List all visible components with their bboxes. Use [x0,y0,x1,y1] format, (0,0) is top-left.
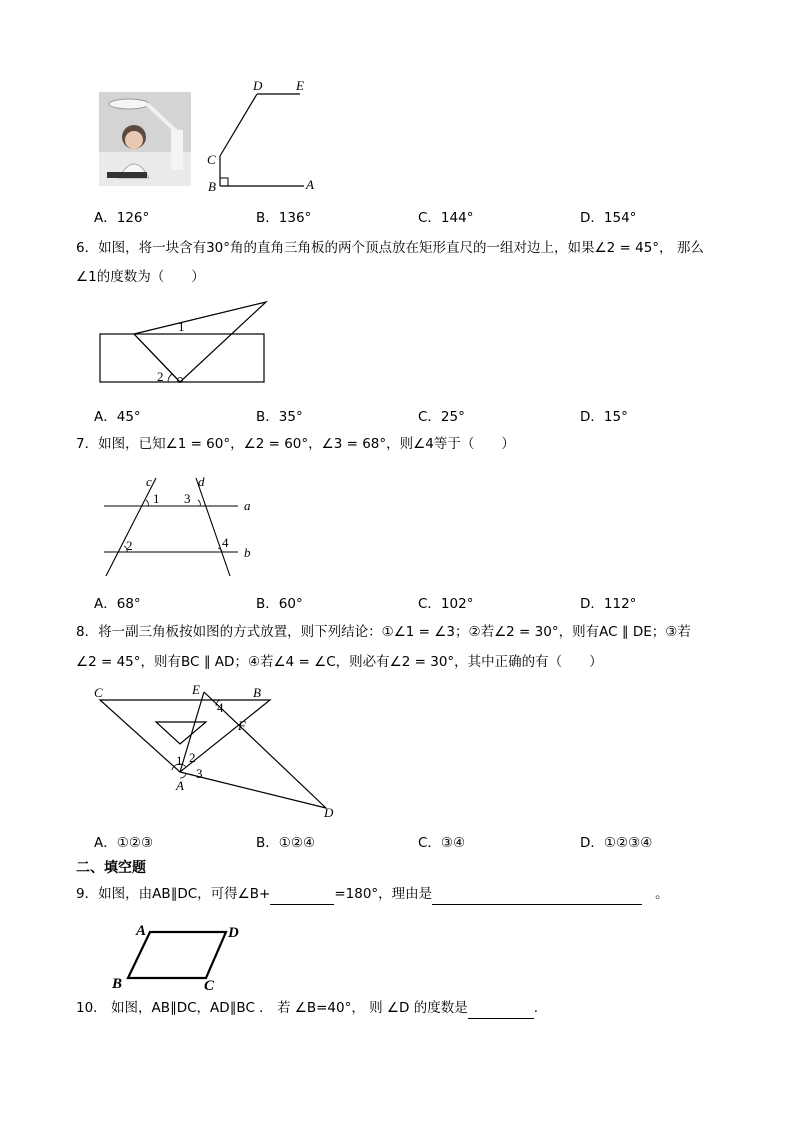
q9-text [76,883,669,905]
q7-option-b[interactable]: B．60° [256,596,303,612]
q8-text-line2: ∠2 = 45°，则有BC ∥ AD；④若∠4 = ∠C，则必有∠2 = 30°，其中正确的有（ ） [76,654,603,670]
q8-text-line1: 8．将一副三角板按如图的方式放置，则下列结论：①∠1 = ∠3；②若∠2 = 30°，则有AC ∥ DE；③若 [76,624,691,640]
label-C: C [94,685,103,700]
ruler-triangle-figure [96,298,276,388]
q8-option-c[interactable]: C．③④ [418,835,466,851]
q10-text [76,997,538,1019]
label-angle-4: 4 [222,535,229,550]
q6-option-c[interactable]: C．25° [418,409,465,425]
label-A: A [136,923,147,939]
q7-option-a[interactable]: A．68° [94,596,141,612]
label-a: a [244,498,251,513]
label-D: D [253,78,263,93]
label-D: D [228,925,239,941]
q6-option-d[interactable]: D．15° [580,409,628,425]
q6-text-line1: 6．如图，将一块含有30°角的直角三角板的两个顶点放在矩形直尺的一组对边上，如果∠2 = 45°， 那么 [76,240,704,256]
label-angle-2: 2 [157,369,164,384]
q7-option-c[interactable]: C．102° [418,596,474,612]
label-b: b [244,545,251,560]
q5-option-d[interactable]: D．154° [580,210,637,226]
q7-text: 7．如图，已知∠1 = 60°，∠2 = 60°，∠3 = 68°，则∠4等于（ ） [76,436,515,452]
q10-blank[interactable] [468,1004,534,1019]
q10-body: 10． 如图，AB∥DC，AD∥BC ． 若 ∠B=40°， 则 ∠D 的度数是 [76,1000,468,1016]
label-C: C [207,152,216,167]
q6-option-a[interactable]: A．45° [94,409,141,425]
q9-blank-2[interactable] [432,890,642,905]
q8-option-d[interactable]: D．①②③④ [580,835,653,851]
q8-option-b[interactable]: B．①②④ [256,835,316,851]
q6-option-b[interactable]: B．35° [256,409,303,425]
q5-option-b[interactable]: B．136° [256,210,312,226]
label-angle-1: 1 [176,753,183,768]
label-d: d [198,474,205,489]
q7-option-d[interactable]: D．112° [580,596,637,612]
label-angle-2: 2 [126,538,133,553]
label-A: A [176,778,184,793]
label-B: B [112,976,123,992]
label-E: E [296,78,304,93]
girl-with-lamp-photo [99,92,191,186]
q9-blank-1[interactable] [270,890,334,905]
label-C: C [204,978,215,992]
section-title-fill-in: 二、填空题 [76,860,146,876]
q9-prefix: 9．如图，由AB∥DC，可得∠B+ [76,886,271,902]
label-angle-4: 4 [217,700,224,715]
label-angle-1: 1 [178,319,185,334]
label-B: B [253,685,261,700]
label-F: F [238,718,246,733]
photo-illustration [99,92,191,186]
label-angle-3: 3 [184,491,191,506]
q6-text-line2: ∠1的度数为（ ） [76,269,205,285]
label-D: D [324,805,334,820]
q5-option-c[interactable]: C．144° [418,210,474,226]
q8-option-a[interactable]: A．①②③ [94,835,154,851]
triangle-set-figure [88,682,348,822]
label-c: c [146,474,152,489]
label-angle-2: 2 [189,750,196,765]
parallelogram-figure [108,918,248,992]
q10-suffix: . [533,1000,539,1016]
parallel-lines-figure [100,472,270,580]
label-A: A [306,177,314,192]
q9-suffix: 。 [655,886,669,902]
label-E: E [192,682,200,697]
q5-option-a[interactable]: A．126° [94,210,150,226]
lamp-angle-figure [200,76,320,196]
q9-middle: =180°，理由是 [334,886,433,902]
label-B: B [208,179,216,194]
label-angle-3: 3 [196,766,203,781]
label-angle-1: 1 [153,491,160,506]
